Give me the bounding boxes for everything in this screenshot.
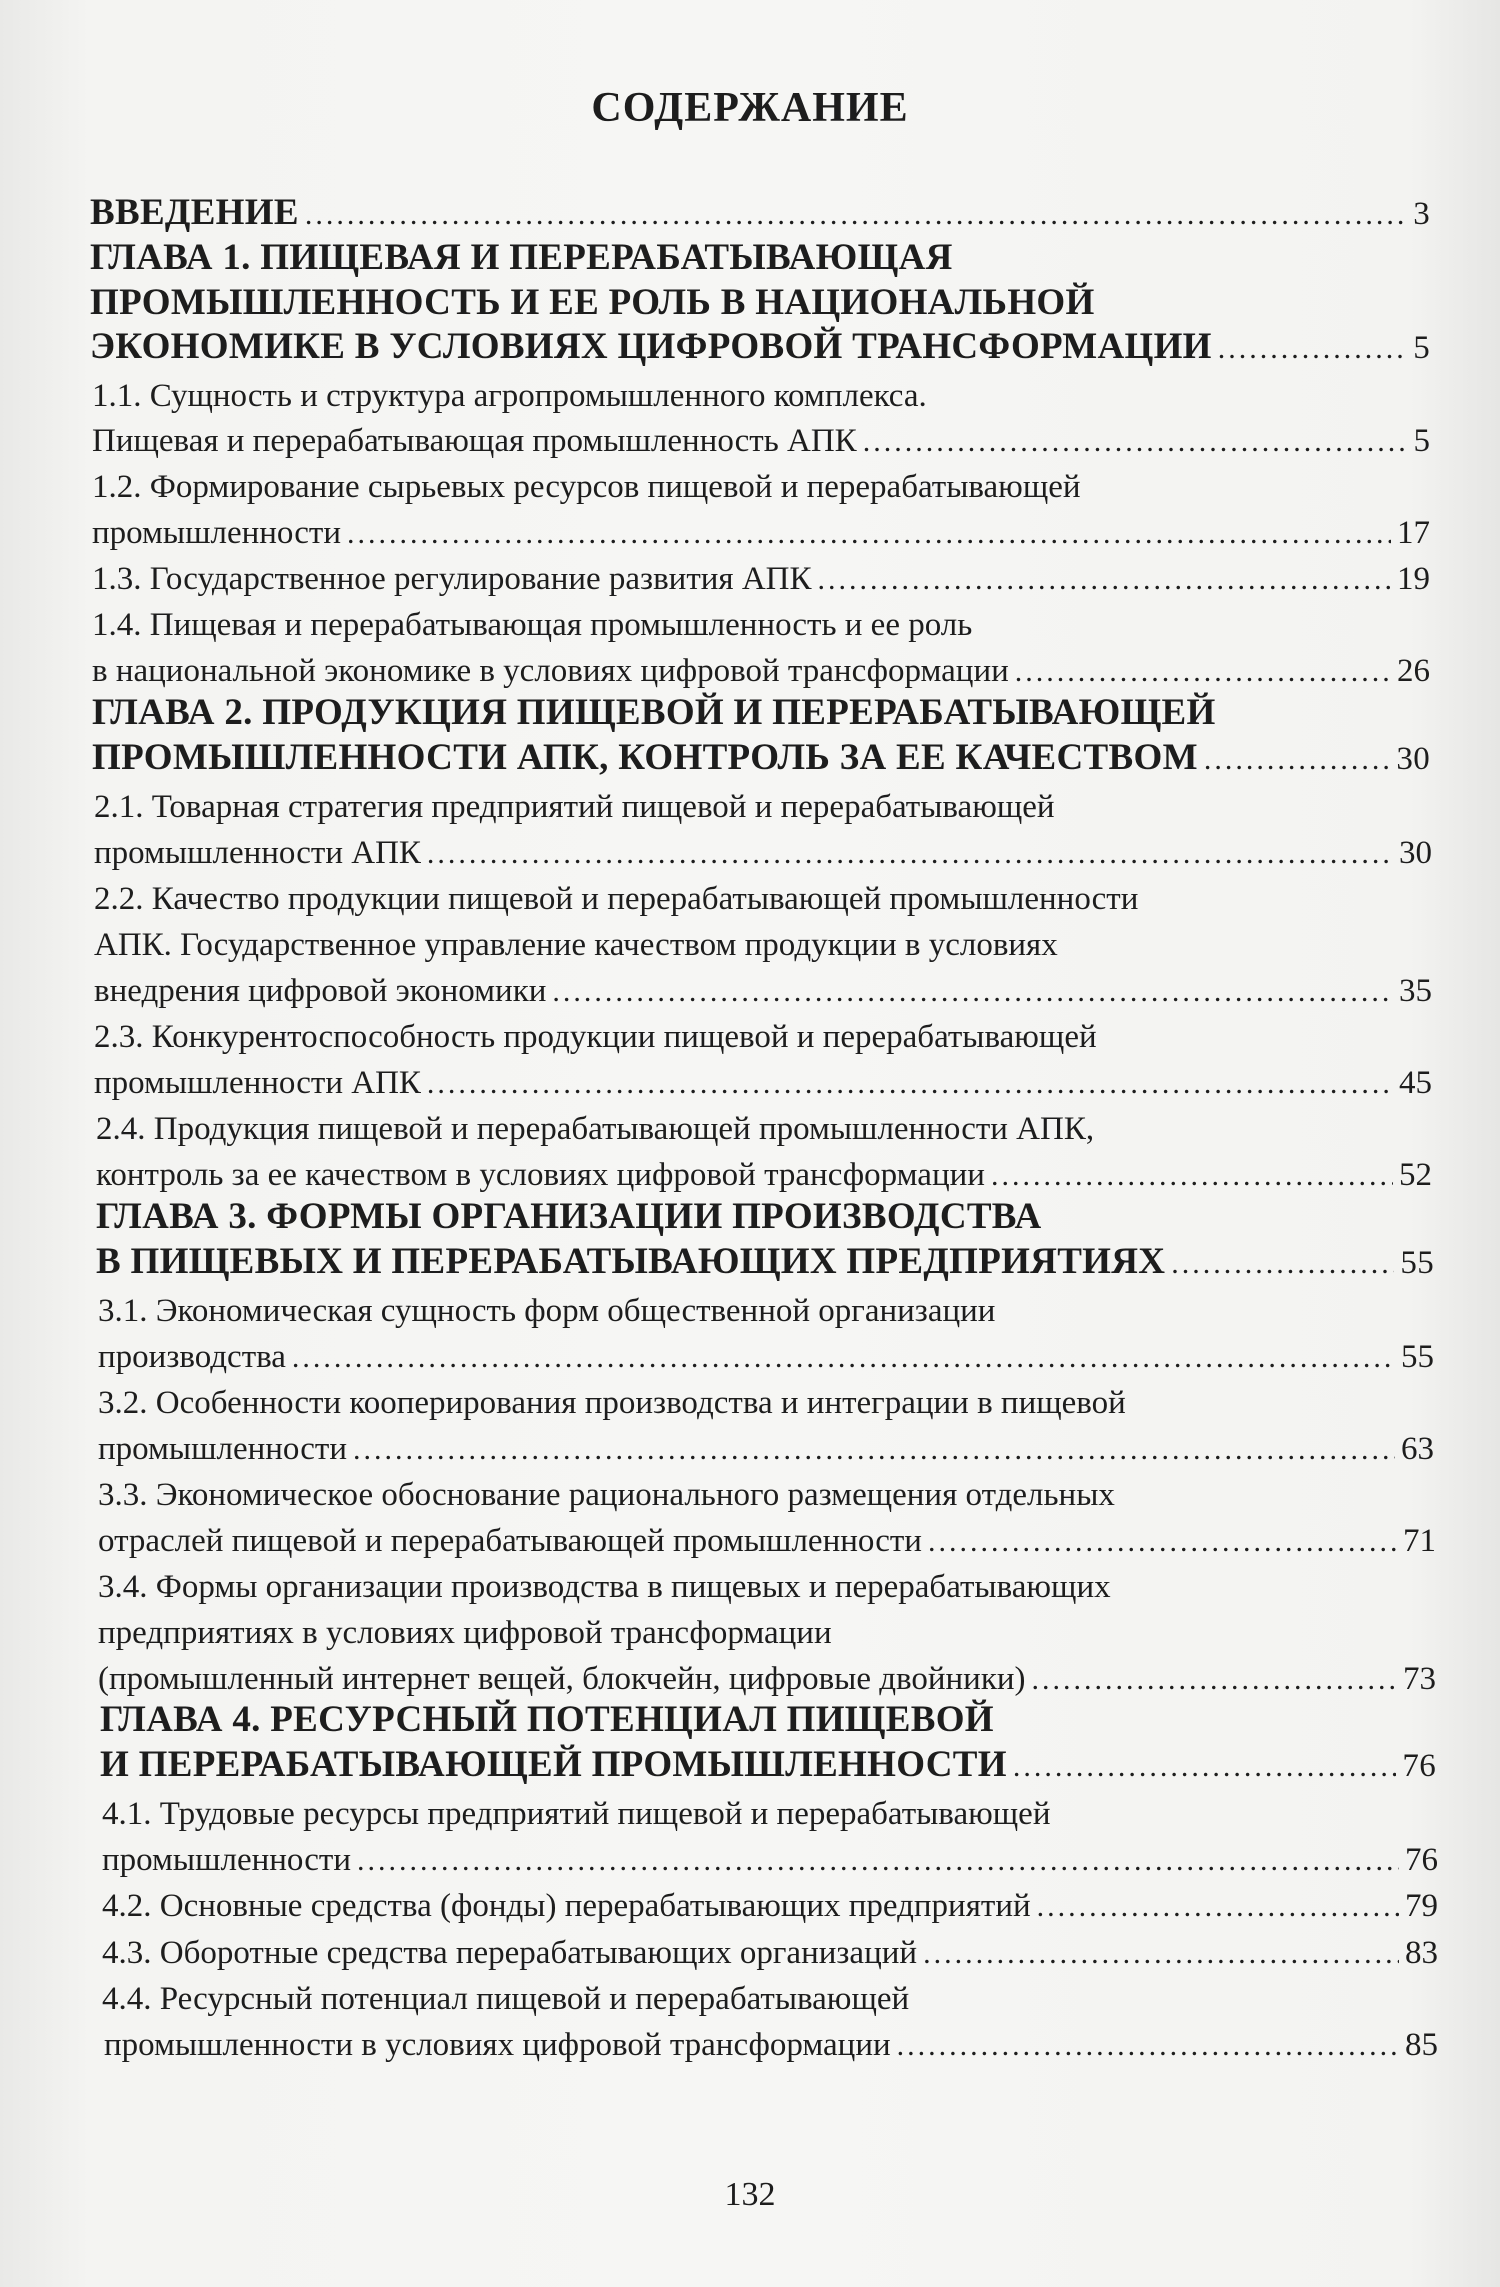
leader-dots: [1015, 649, 1391, 695]
leader-dots: [923, 1931, 1399, 1977]
leader-dots: [991, 1153, 1393, 1199]
toc-entry: [94, 876, 1432, 922]
toc-entry: [92, 510, 1430, 557]
toc-entry: [102, 1883, 1438, 1930]
toc-entry-text: предприятиях в условиях цифровой трансформации: [98, 1615, 832, 1651]
leader-dots: [427, 1061, 1393, 1107]
toc-entry-page: 73: [1403, 1661, 1436, 1697]
toc-entry-text: Пищевая и перерабатывающая промышленность АПК: [92, 423, 857, 459]
toc-entry: [94, 784, 1432, 830]
leader-dots: [292, 1335, 1395, 1381]
leader-dots: [552, 969, 1393, 1015]
leader-dots: [347, 511, 1391, 557]
toc-entry: [102, 1976, 1438, 2022]
toc-entry-text: 2.2. Качество продукции пищевой и перерабатывающей промышленности: [94, 881, 1139, 917]
toc-entry-text: промышленности: [102, 1842, 351, 1878]
toc-entry: [98, 1518, 1436, 1565]
toc-entry-page: 30: [1399, 835, 1432, 871]
toc-entry-text: В ПИЩЕВЫХ И ПЕРЕРАБАТЫВАЮЩИХ ПРЕДПРИЯТИЯХ: [96, 1241, 1166, 1282]
toc-entry-text: 1.4. Пищевая и перерабатывающая промышленность и ее роль: [92, 607, 973, 643]
toc-entry-page: 3: [1413, 196, 1430, 232]
leader-dots: [928, 1519, 1397, 1565]
toc-entry-text: ПРОМЫШЛЕННОСТЬ И ЕЕ РОЛЬ В НАЦИОНАЛЬНОЙ: [90, 282, 1095, 323]
leader-dots: [427, 831, 1393, 877]
toc-entry: [98, 1426, 1434, 1473]
toc-entry-text: 3.4. Формы организации производства в пищевых и перерабатывающих: [98, 1569, 1111, 1605]
toc-entry-page: 63: [1401, 1431, 1434, 1467]
toc-entry-text: 1.2. Формирование сырьевых ресурсов пищевой и перерабатывающей: [92, 469, 1081, 505]
toc-entry-page: 76: [1405, 1842, 1438, 1878]
toc-entry: [92, 735, 1430, 783]
toc-entry-text: ЭКОНОМИКЕ В УСЛОВИЯХ ЦИФРОВОЙ ТРАНСФОРМАЦИИ: [90, 326, 1212, 367]
toc-entry: [96, 1152, 1432, 1199]
toc-entry: [94, 830, 1432, 877]
toc-entry-text: ВВЕДЕНИЕ: [90, 192, 299, 233]
toc-entry-text: внедрения цифровой экономики: [94, 973, 547, 1009]
toc-entry-text: промышленности: [92, 515, 341, 551]
toc-entry-text: ГЛАВА 3. ФОРМЫ ОРГАНИЗАЦИИ ПРОИЗВОДСТВА: [96, 1196, 1042, 1237]
toc-entry-page: 55: [1401, 1339, 1434, 1375]
toc-entry-text: промышленности: [98, 1431, 347, 1467]
toc-entry-page: 79: [1405, 1888, 1438, 1924]
toc-entry: [96, 1194, 1434, 1240]
toc-entry-text: 3.1. Экономическая сущность форм общественной организации: [98, 1293, 996, 1329]
leader-dots: [818, 557, 1391, 603]
toc-entry: [102, 1930, 1438, 1977]
toc-entry-page: 55: [1400, 1245, 1434, 1281]
toc-entry-text: (промышленный интернет вещей, блокчейн, цифровые двойники): [98, 1661, 1026, 1697]
toc-entry-page: 5: [1413, 423, 1430, 459]
toc-entry-page: 26: [1397, 653, 1430, 689]
toc-entry-page: 19: [1397, 561, 1430, 597]
toc-entry-page: 5: [1413, 330, 1430, 366]
toc-entry: [98, 1656, 1436, 1703]
leader-dots: [353, 1427, 1395, 1473]
toc-entry: [92, 464, 1430, 510]
toc-entry-text: производства: [98, 1339, 286, 1375]
toc-entry: [92, 648, 1430, 695]
toc-entry: [96, 1106, 1432, 1152]
toc-entry-page: 35: [1399, 973, 1432, 1009]
toc-entry-text: ГЛАВА 2. ПРОДУКЦИЯ ПИЩЕВОЙ И ПЕРЕРАБАТЫВАЮЩЕЙ: [92, 692, 1216, 733]
toc-entry-text: контроль за ее качеством в условиях цифровой трансформации: [96, 1157, 985, 1193]
toc-entry-text: 2.3. Конкурентоспособность продукции пищевой и перерабатывающей: [94, 1019, 1097, 1055]
leader-dots: [1013, 1744, 1397, 1790]
toc-entry-text: 3.3. Экономическое обоснование рационального размещения отдельных: [98, 1477, 1115, 1513]
toc-entry: [98, 1564, 1436, 1610]
toc-entry: [90, 280, 1430, 326]
toc-entry: [92, 556, 1430, 603]
toc-entry-text: АПК. Государственное управление качеством продукции в условиях: [94, 927, 1058, 963]
leader-dots: [305, 192, 1407, 238]
leader-dots: [863, 419, 1408, 465]
toc-entry: [96, 1239, 1434, 1287]
leader-dots: [1037, 1884, 1399, 1930]
toc-entry-text: промышленности в условиях цифровой трансформации: [104, 2027, 891, 2063]
leader-dots: [1171, 1241, 1394, 1287]
toc-entry-text: 4.4. Ресурсный потенциал пищевой и перерабатывающей: [102, 1981, 910, 2017]
toc-entry: [98, 1380, 1434, 1426]
leader-dots: [1218, 326, 1407, 372]
toc-entry: [98, 1610, 1436, 1656]
toc-entry: [98, 1288, 1434, 1334]
leader-dots: [1204, 737, 1391, 783]
toc-entry-text: ПРОМЫШЛЕННОСТИ АПК, КОНТРОЛЬ ЗА ЕЕ КАЧЕСТВОМ: [92, 737, 1198, 778]
toc-entry-page: 52: [1399, 1157, 1432, 1193]
toc-entry: [98, 1334, 1434, 1381]
toc-entry-text: И ПЕРЕРАБАТЫВАЮЩЕЙ ПРОМЫШЛЕННОСТИ: [100, 1744, 1007, 1785]
toc-entry: [102, 1791, 1438, 1837]
leader-dots: [897, 2023, 1399, 2069]
toc-entry-page: 45: [1399, 1065, 1432, 1101]
toc-entry: [94, 1060, 1432, 1107]
toc-entry: [104, 2022, 1438, 2069]
toc-entry-text: 2.4. Продукция пищевой и перерабатывающей промышленности АПК,: [96, 1111, 1095, 1147]
toc-entry: [98, 1472, 1436, 1518]
toc-entry-text: 4.3. Оборотные средства перерабатывающих организаций: [102, 1935, 918, 1971]
toc-entry-text: отраслей пищевой и перерабатывающей промышленности: [98, 1523, 922, 1559]
toc-entry: [102, 1837, 1438, 1884]
toc-entry-page: 76: [1402, 1748, 1436, 1784]
toc-entry-text: 2.1. Товарная стратегия предприятий пищевой и перерабатывающей: [94, 789, 1055, 825]
toc-entry: [100, 1697, 1436, 1743]
toc-entry-text: 1.1. Сущность и структура агропромышленного комплекса.: [92, 378, 927, 414]
toc-entry: [90, 190, 1430, 238]
toc-entry-text: промышленности АПК: [94, 835, 421, 871]
toc-entry: [94, 1014, 1432, 1060]
toc-entry: [90, 324, 1430, 372]
toc-entry-text: в национальной экономике в условиях цифровой трансформации: [92, 653, 1009, 689]
toc-entry: [92, 373, 1430, 419]
toc-entry-page: 71: [1403, 1523, 1436, 1559]
toc-entry-page: 85: [1405, 2027, 1438, 2063]
toc-entry: [92, 418, 1430, 465]
toc-entry-text: промышленности АПК: [94, 1065, 421, 1101]
toc-entry: [92, 690, 1430, 736]
page-title: СОДЕРЖАНИЕ: [591, 85, 909, 131]
toc-entry-page: 30: [1396, 741, 1430, 777]
page-number: 132: [724, 2176, 776, 2213]
toc-entry: [92, 602, 1430, 648]
toc-entry-page: 83: [1405, 1935, 1438, 1971]
toc-entry: [94, 922, 1432, 968]
toc-entry: [90, 235, 1430, 281]
toc-entry-text: ГЛАВА 1. ПИЩЕВАЯ И ПЕРЕРАБАТЫВАЮЩАЯ: [90, 237, 953, 278]
toc-entry: [94, 968, 1432, 1015]
toc-entry-text: 4.1. Трудовые ресурсы предприятий пищевой и перерабатывающей: [102, 1796, 1051, 1832]
toc-entry-text: 1.3. Государственное регулирование развития АПК: [92, 561, 812, 597]
toc-entry-text: 3.2. Особенности кооперирования производства и интеграции в пищевой: [98, 1385, 1126, 1421]
toc-entry-text: ГЛАВА 4. РЕСУРСНЫЙ ПОТЕНЦИАЛ ПИЩЕВОЙ: [100, 1699, 994, 1740]
toc-entry: [100, 1742, 1436, 1790]
leader-dots: [357, 1838, 1399, 1884]
toc-entry-text: 4.2. Основные средства (фонды) перерабатывающих предприятий: [102, 1888, 1031, 1924]
toc-entry-page: 17: [1397, 515, 1430, 551]
